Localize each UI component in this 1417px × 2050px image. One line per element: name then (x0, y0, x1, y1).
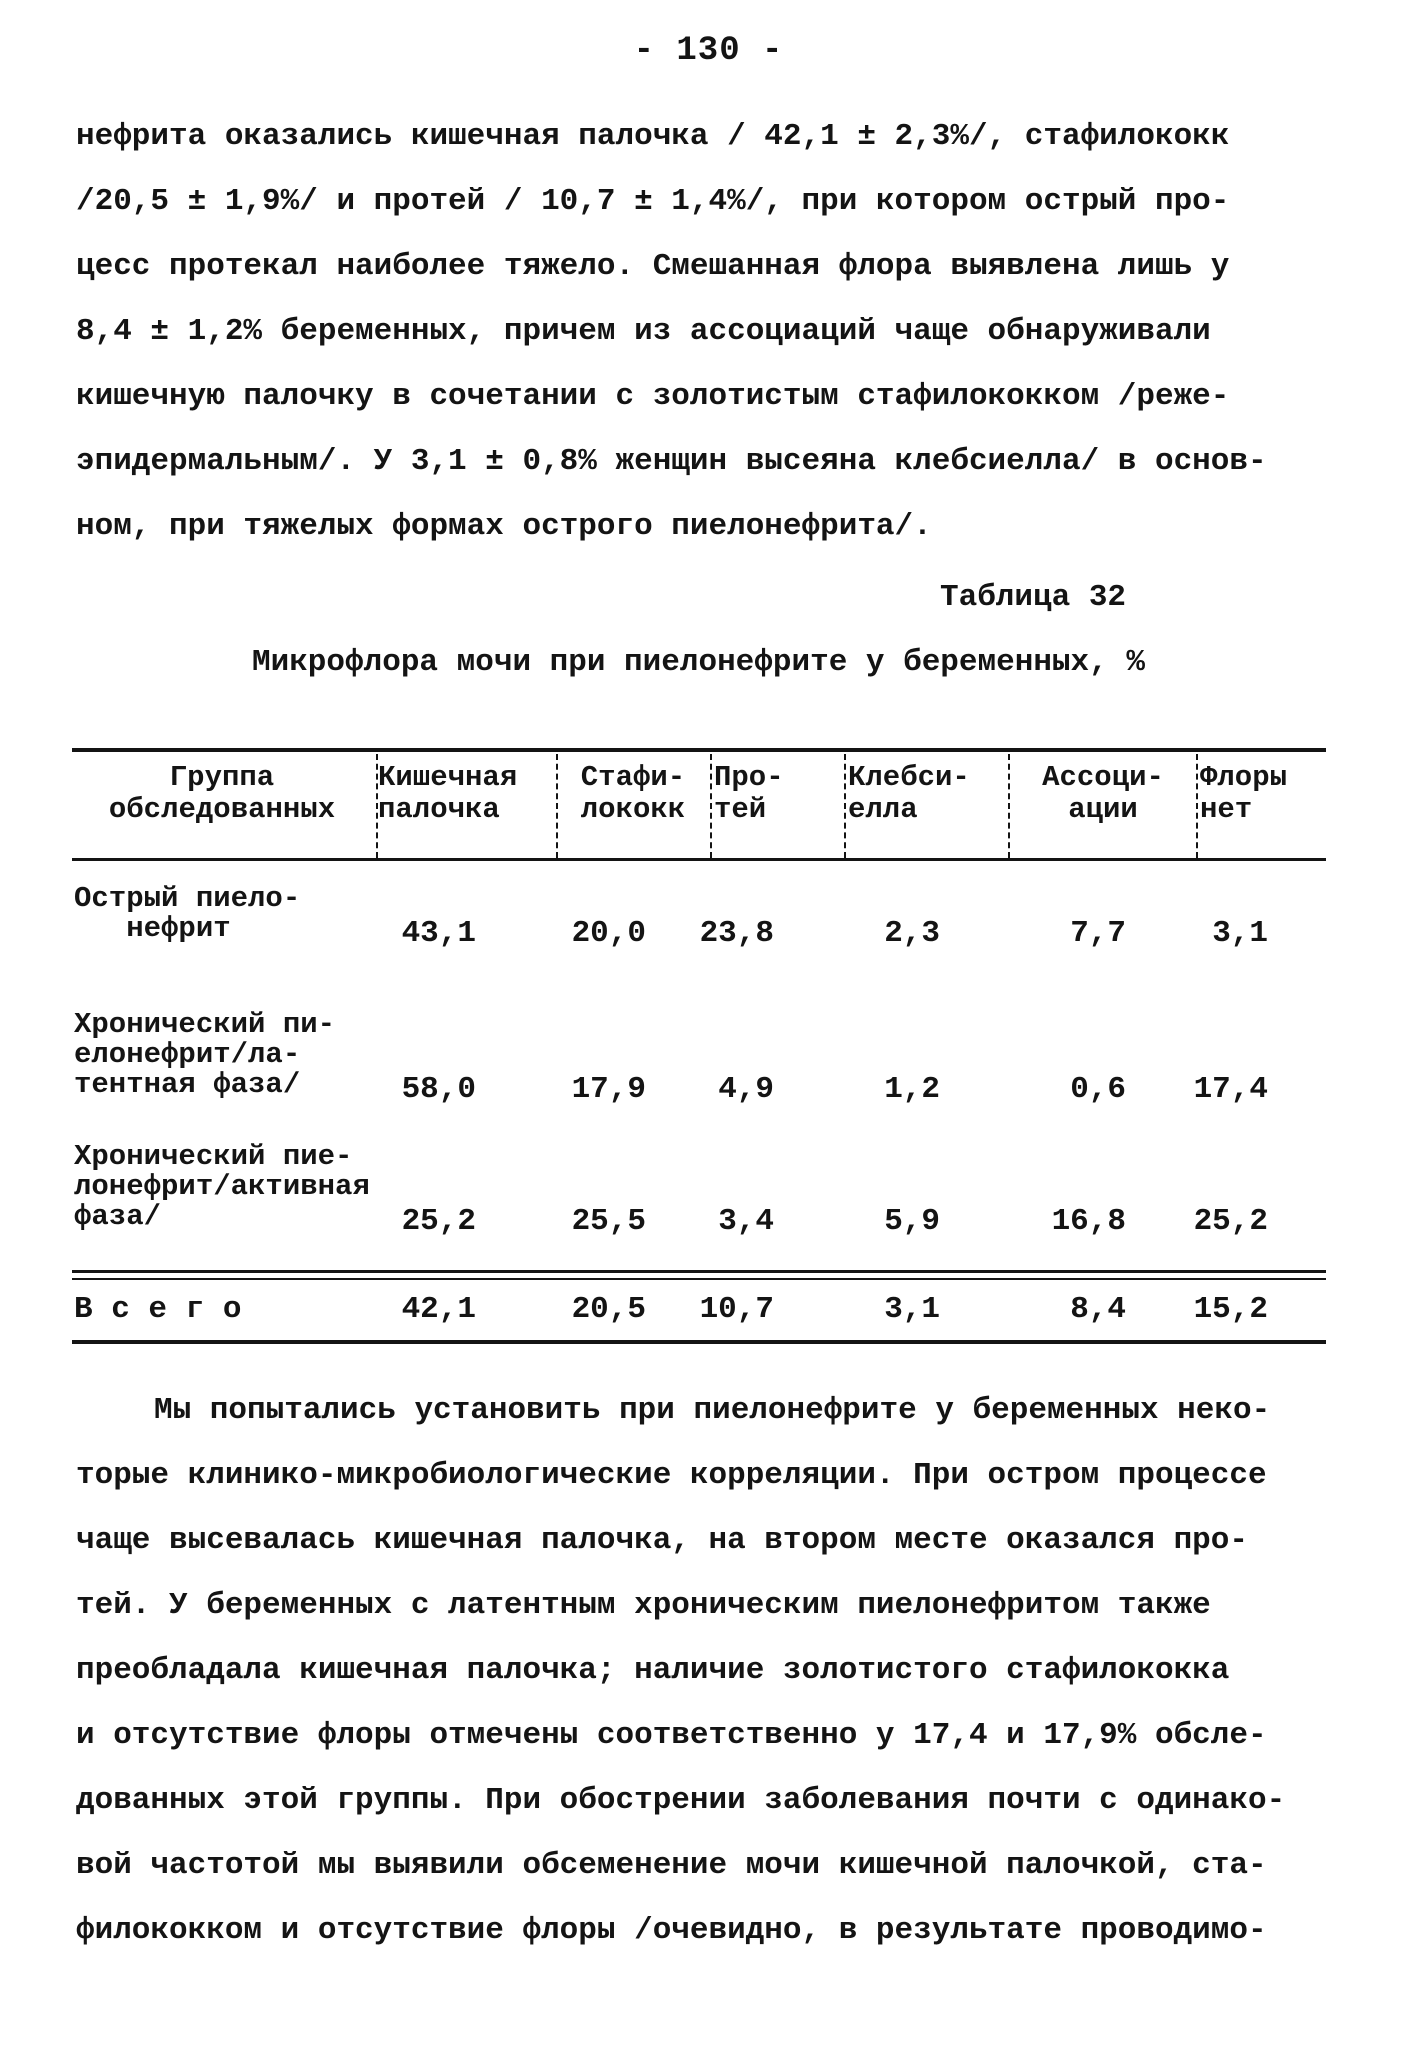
column-separator (844, 754, 846, 858)
paragraph-line: кишечную палочку в сочетании с золотистым стафилококком /реже- (76, 379, 1230, 414)
table-caption: Микрофлора мочи при пиелонефрите у беременных, % (252, 645, 1145, 680)
paragraph-line: тей. У беременных с латентным хроническим пиелонефритом также (76, 1588, 1211, 1623)
table-cell: 4,9 (718, 1072, 774, 1107)
paragraph-line: преобладала кишечная палочка; наличие золотистого стафилококка (76, 1653, 1230, 1688)
table-cell: 58,0 (401, 1072, 476, 1107)
row-label-acute: Острый пиело- нефрит (74, 882, 301, 945)
table-cell: 3,1 (884, 1292, 940, 1327)
paragraph-line: /20,5 ± 1,9%/ и протей / 10,7 ± 1,4%/, при котором острый про- (76, 184, 1230, 219)
table-cell: 1,2 (884, 1072, 940, 1107)
table-rule-total (72, 1270, 1326, 1273)
table-cell: 17,9 (571, 1072, 646, 1107)
table-cell: 15,2 (1193, 1292, 1268, 1327)
row-label-total: В с е г о (74, 1292, 242, 1327)
header-associations: Ассоци- ации (1042, 761, 1164, 826)
paragraph-line: цесс протекал наиболее тяжело. Смешанная флора выявлена лишь у (76, 249, 1230, 284)
paragraph-line: 8,4 ± 1,2% беременных, причем из ассоциаций чаще обнаруживали (76, 314, 1211, 349)
table-cell: 20,5 (571, 1292, 646, 1327)
page-number: - 130 - (633, 32, 784, 70)
paragraph-line: чаще высевалась кишечная палочка, на втором месте оказался про- (76, 1523, 1248, 1558)
table-cell: 8,4 (1070, 1292, 1126, 1327)
table-cell: 2,3 (884, 916, 940, 951)
paragraph-line: филококком и отсутствие флоры /очевидно, в результате проводимо- (76, 1913, 1267, 1948)
table-rule-total (72, 1278, 1326, 1280)
paragraph-line: дованных этой группы. При обострении заболевания почти с одинако- (76, 1783, 1286, 1818)
paragraph-line: и отсутствие флоры отмечены соответственно у 17,4 и 17,9% обсле- (76, 1718, 1267, 1753)
table-cell: 5,9 (884, 1204, 940, 1239)
column-separator (1008, 754, 1010, 858)
paragraph-line: Мы попытались установить при пиелонефрите у беременных неко- (154, 1393, 1271, 1428)
paragraph-line: торые клинико-микробиологические корреляции. При остром процессе (76, 1458, 1267, 1493)
paragraph-correlations (76, 1378, 1346, 1963)
table-cell: 42,1 (401, 1292, 476, 1327)
header-staphylococcus: Стафи- лококк (580, 761, 686, 826)
table-cell: 7,7 (1070, 916, 1126, 951)
paragraph-line: нефрита оказались кишечная палочка / 42,1 ± 2,3%/, стафилококк (76, 119, 1230, 154)
paragraph-line: вой частотой мы выявили обсеменение мочи кишечной палочкой, ста- (76, 1848, 1267, 1883)
table-cell: 0,6 (1070, 1072, 1126, 1107)
table-rule-header (72, 858, 1326, 861)
row-label-chronic-latent: Хронический пи- елонефрит/ла- тентная фаза/ (74, 1008, 336, 1101)
header-group: Группа обследованных (108, 761, 336, 826)
header-e-coli: Кишечная палочка (378, 761, 518, 826)
table-cell: 20,0 (571, 916, 646, 951)
table-cell: 16,8 (1051, 1204, 1126, 1239)
header-no-flora: Флоры нет (1200, 761, 1288, 826)
table-cell: 25,2 (401, 1204, 476, 1239)
row-label-chronic-active: Хронический пие- лонефрит/активная фаза/ (74, 1140, 370, 1233)
table-cell: 25,2 (1193, 1204, 1268, 1239)
header-proteus: Про- тей (714, 761, 784, 826)
table-cell: 43,1 (401, 916, 476, 951)
table-cell: 17,4 (1193, 1072, 1268, 1107)
table-rule-bottom (72, 1340, 1326, 1344)
table-cell: 3,4 (718, 1204, 774, 1239)
column-separator (1196, 754, 1198, 858)
table-rule-top (72, 748, 1326, 752)
table-cell: 25,5 (571, 1204, 646, 1239)
table-cell: 10,7 (699, 1292, 774, 1327)
paragraph-line: ном, при тяжелых формах острого пиелонефрита/. (76, 509, 932, 544)
table-label: Таблица 32 (940, 580, 1127, 615)
table-cell: 3,1 (1212, 916, 1268, 951)
paragraph-line: эпидермальным/. У 3,1 ± 0,8% женщин высеяна клебсиелла/ в основ- (76, 444, 1267, 479)
header-klebsiella: Клебси- елла (848, 761, 970, 826)
column-separator (710, 754, 712, 858)
table-cell: 23,8 (699, 916, 774, 951)
paragraph-intro (76, 104, 1346, 559)
